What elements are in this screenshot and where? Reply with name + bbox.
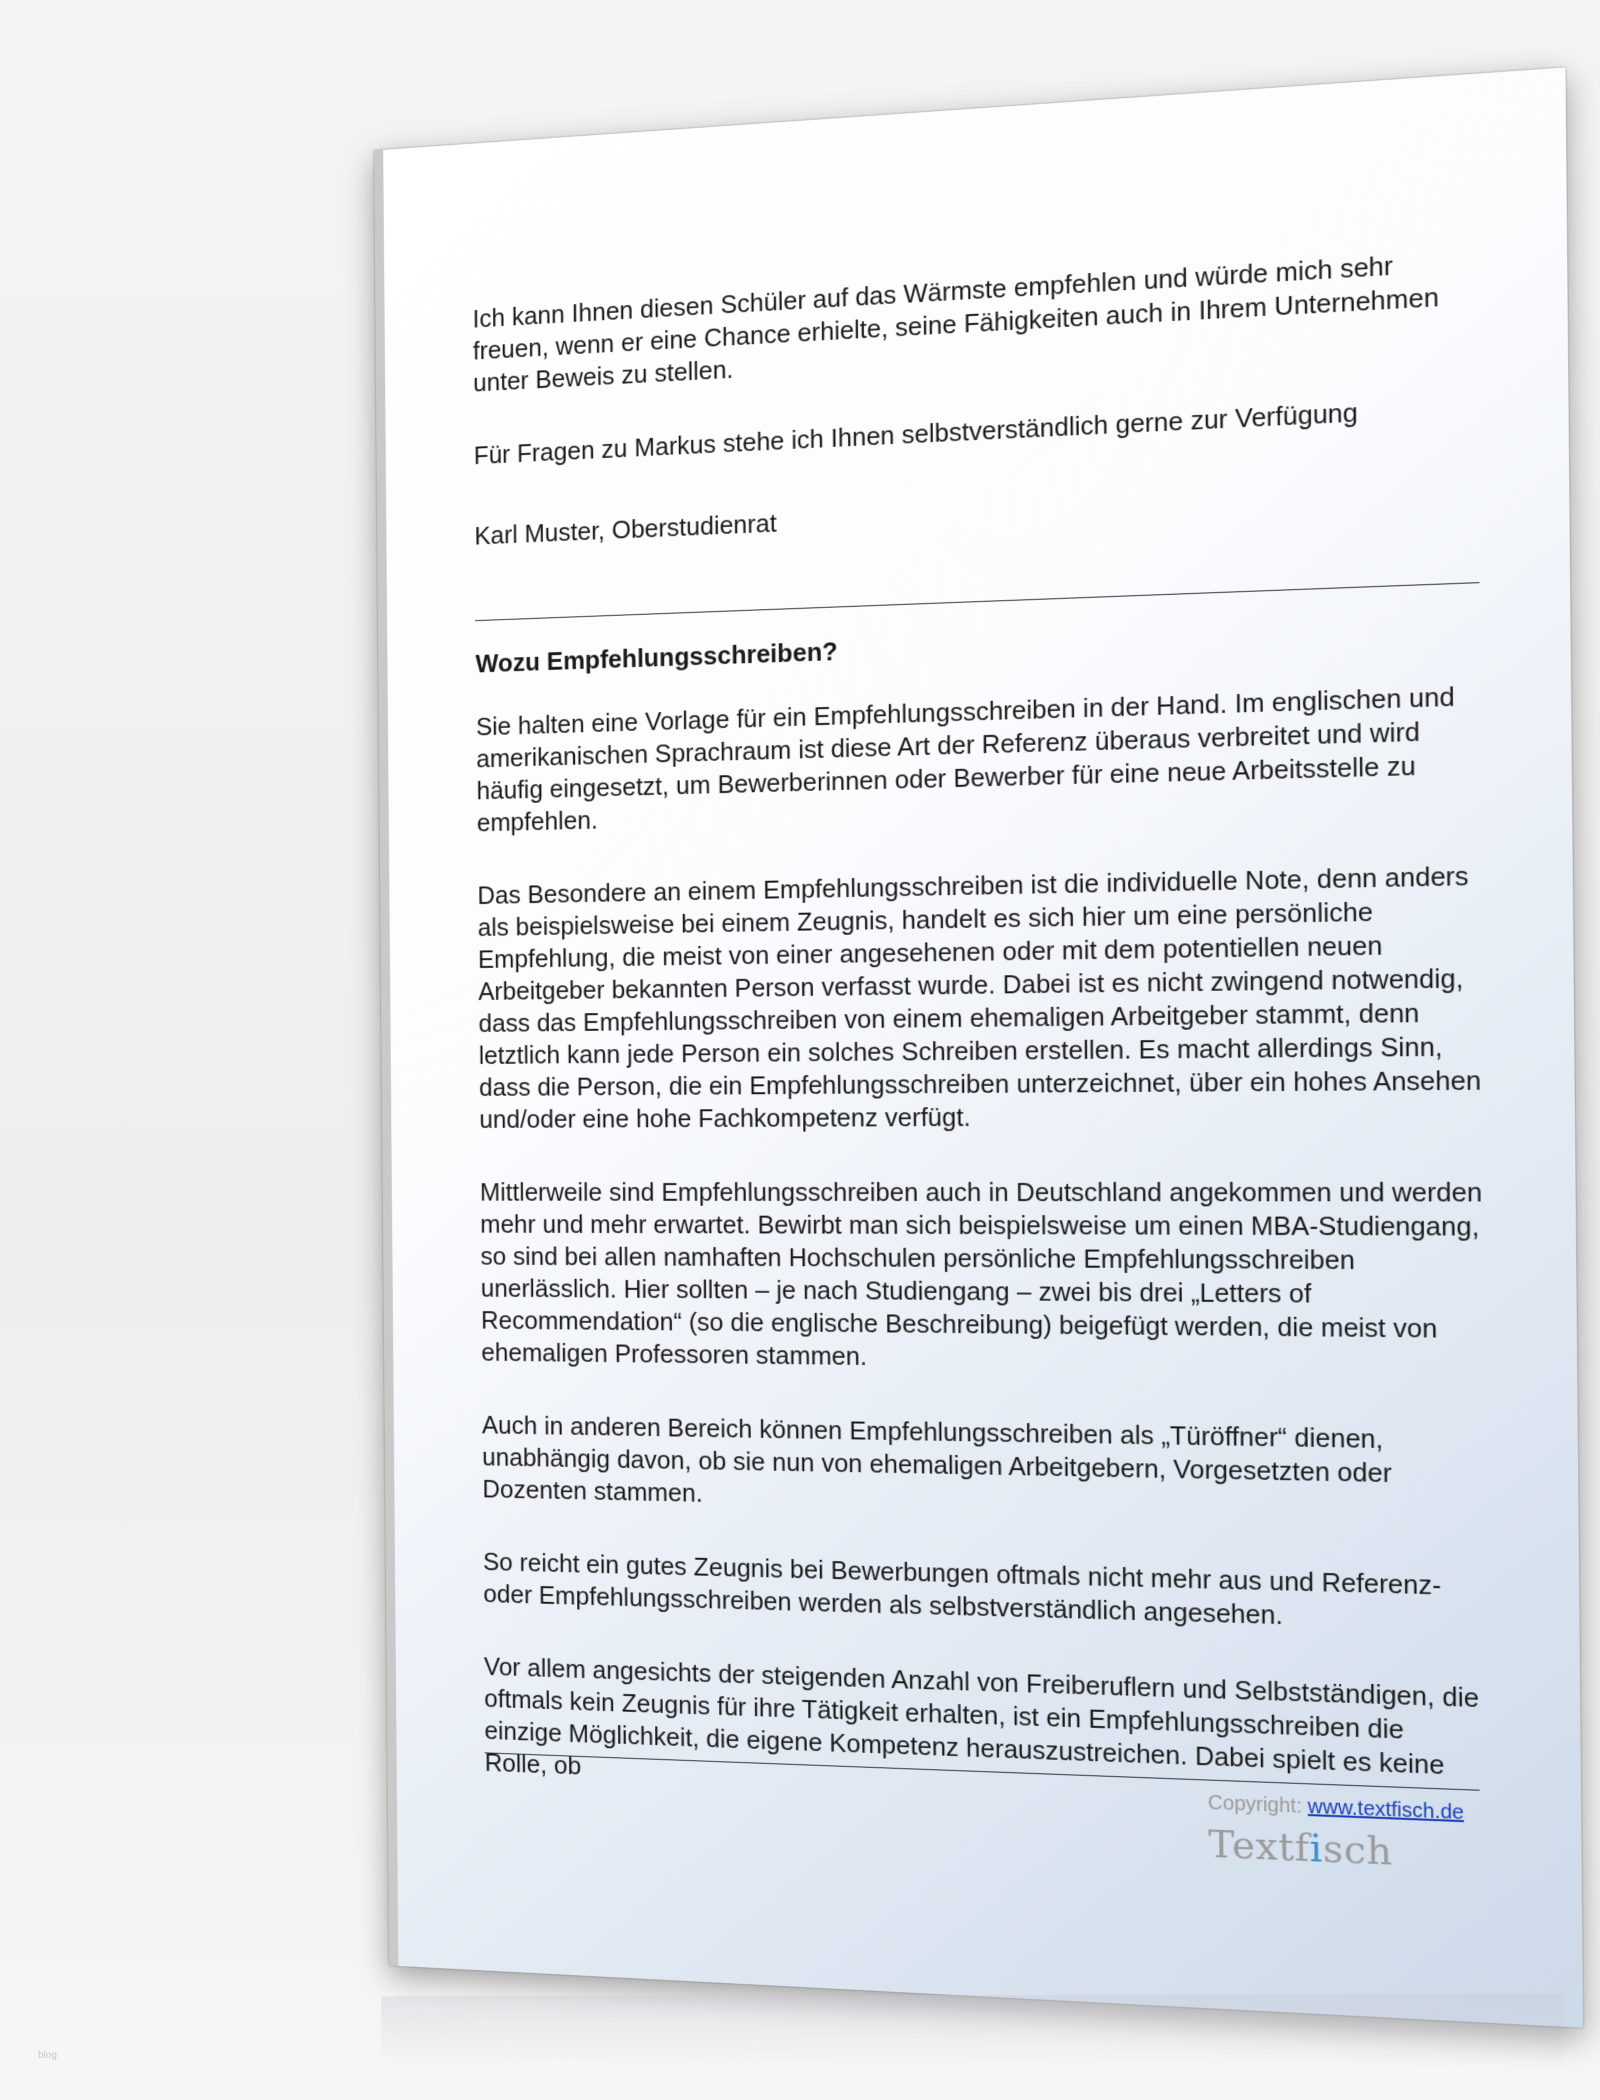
page-reflection — [381, 1994, 1564, 2067]
section-heading: Wozu Empfehlungsschreiben? — [475, 636, 838, 679]
copyright-label: Copyright: — [1207, 1791, 1303, 1818]
info-paragraph: So reicht ein gutes Zeugnis bei Bewerbungen oftmals nicht mehr aus und Referenz- oder Empfehlungsschreiben werden als selbstverständlich angesehen. — [482, 1546, 1442, 1631]
logo-text: Textf — [1208, 1821, 1310, 1871]
info-paragraph: Vor allem angesichts der steigenden Anzahl von Freiberuflern und Selbstständigen, die oftmals kein Zeugnis für ihre Tätigkeit erhalten, ist ein Empfehlungsschreiben die einzige Möglichkeit, die eigene Kompetenz herauszustreichen. Dabei spielt es keine Rolle, ob — [483, 1651, 1480, 1781]
letter-paragraph: Ich kann Ihnen diesen Schüler auf das Wärmste empfehlen und würde mich sehr freuen, wenn er eine Chance erhielte, seine Fähigkeiten auch in Ihrem Unternehmen unter Beweis zu stellen. — [472, 250, 1440, 398]
info-paragraph: Sie halten eine Vorlage für ein Empfehlungsschreiben in der Hand. Im englischen und amerikanischen Sprachraum ist diese Art der Referenz überaus verbreitet und wird häufig eingesetzt, um Bewerberinnen oder Bewerber für eine neue Arbeitsstelle zu empfehlen. — [475, 681, 1455, 838]
corner-watermark: blog — [38, 2050, 57, 2061]
info-paragraph: Auch in anderen Bereich können Empfehlungsschreiben als „Türöffner“ dienen, unabhängig davon, ob sie nun von ehemaligen Arbeitgebern, Vorgesetzten oder Dozenten stammen. — [481, 1410, 1392, 1508]
copyright-link[interactable]: www.textfisch.de — [1307, 1795, 1465, 1825]
info-paragraph: Mittlerweile sind Empfehlungsschreiben auch in Deutschland angekommen und werden mehr und mehr erwartet. Bewirbt man sich beispielsweise um einen MBA-Studiengang, so sind bei allen namhaften Hochschulen persönliche Empfehlungsschreiben unerlässlich. Hier sollten – je nach Studiengang – zwei bis drei „Letters of Recommendation“ (so die englische Beschreibung) beigefügt werden, die meist von ehemaligen Professoren stammen. — [479, 1176, 1483, 1371]
info-paragraph: Das Besondere an einem Empfehlungsschreiben ist die individuelle Note, denn anders als beispielsweise bei einem Zeugnis, handelt es sich hier um eine persönliche Empfehlung, die meist von einer angesehenen oder mit dem potentiellen neuen Arbeitgeber bekannten Person verfasst wurde. Dabei ist es nicht zwingend notwendig, dass das Empfehlungsschreiben von einem ehemaligen Arbeitgeber stammt, denn letztlich kann jede Person ein solches Schreiben erstellen. Es macht allerdings Sinn, dass die Person, die ein Empfehlungsschreiben unterzeichnet, über ein hohes Ansehen und/oder eine hohe Fachkompetenz verfügt. — [477, 860, 1482, 1134]
document-footer — [1208, 1792, 1465, 1877]
fish-icon: i — [1309, 1825, 1323, 1871]
document-content — [473, 244, 1491, 1861]
logo-text: sch — [1322, 1825, 1393, 1874]
section-divider — [475, 582, 1479, 621]
textfisch-logo — [1208, 1821, 1464, 1877]
document-page — [374, 67, 1583, 2027]
letter-paragraph: Für Fragen zu Markus stehe ich Ihnen selbstverständlich gerne zur Verfügung — [473, 396, 1359, 471]
signature: Karl Muster, Oberstudienrat — [474, 507, 777, 551]
